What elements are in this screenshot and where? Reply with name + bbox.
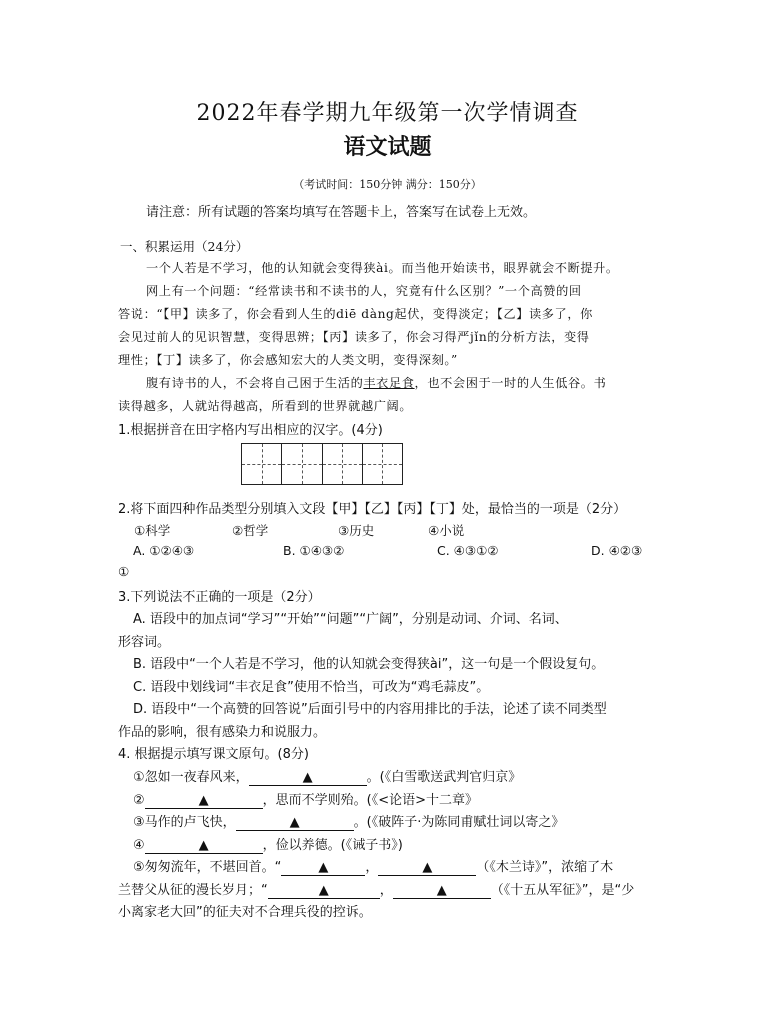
line-text: ，俭以养德。(《诫子书》) [262,838,403,853]
passage-line: 会见过前人的见识智慧，变得思辨；【丙】读多了，你会习得严jǐn的分析方法，变得 [118,330,590,344]
underlined-phrase: 丰衣足食 [363,376,415,390]
passage-text: 腹有诗书的人，不会将自己困于生活的 [146,376,364,390]
passage-text: ，也不会困于一时的人生低谷。书 [414,376,607,390]
passage-line: 读得越多，人就站得越高，所看到的世界就越广阔。 [118,399,413,413]
grid-cell[interactable] [242,444,282,484]
grid-cell[interactable] [282,444,322,484]
type-item: ④小说 [428,523,465,538]
recitation-line-2 [133,789,478,809]
question-3: 3.下列说法不正确的一项是（2分） [118,590,321,605]
line-text: 。(《破阵子·为陈同甫赋壮词以寄之》 [353,815,565,830]
line-text: ③马作的卢飞快， [133,815,236,830]
line-text: （《十五从军征》”，是“少 [490,883,635,898]
line-text: ⑤匆匆流年，不堪回首。“ [133,860,282,875]
grid-cell[interactable] [363,444,402,484]
section-heading: 一、积累运用（24分） [120,239,249,254]
answer-blank[interactable]: ▲ [268,884,380,899]
option-a[interactable]: A. 语段中的加点词“学习”“开始”“问题”“广阔”，分别是动词、介词、名词、 [133,612,568,627]
type-item: ②哲学 [232,523,269,538]
passage-line [146,374,606,391]
answer-blank[interactable]: ▲ [145,839,263,854]
option-b[interactable]: B. ①④③② [283,543,345,558]
line-text: ④ [133,838,145,853]
grid-cell[interactable] [323,444,363,484]
option-d-wrap: 作品的影响，很有感染力和说服力。 [118,725,327,740]
option-a-wrap: 形容词。 [118,635,171,650]
passage-line: 网上有一个问题：“经常读书和不读书的人，究竟有什么区别？”一个高赞的回 [146,284,582,298]
answer-blank[interactable]: ▲ [378,861,476,876]
type-item: ①科学 [134,523,171,538]
option-d[interactable]: D. ④②③ [591,543,643,558]
exam-info: （考试时间：150分钟 满分：150分） [293,178,482,191]
recitation-line-3 [133,811,564,831]
writing-grid[interactable] [241,443,403,485]
option-d-wrap: ① [118,564,130,579]
subject-title: 语文试题 [343,135,432,160]
passage-line: 一个人若是不学习，他的认知就会变得狭ài。而当他开始读书，眼界就会不断提升。 [146,261,619,275]
recitation-line-1 [133,766,521,786]
type-item: ③历史 [338,523,375,538]
option-b[interactable]: B. 语段中“一个人若是不学习，他的认知就会变得狭ài”，这一句是一个假设复句。 [133,657,605,672]
exam-title: 2022年春学期九年级第一次学情调查 [196,101,579,126]
question-1: 1.根据拼音在田字格内写出相应的汉字。(4分) [118,423,383,438]
passage-line: 理性；【丁】读多了，你会感知宏大的人类文明，变得深刻。” [118,353,458,367]
line-text: ，思而不学则殆。(《<论语>十二章》 [262,793,479,808]
question-4: 4. 根据提示填写课文原句。(8分) [118,747,309,762]
answer-blank[interactable]: ▲ [393,884,491,899]
line-text: ①忽如一夜春风来， [133,770,249,785]
answer-blank[interactable]: ▲ [281,861,365,876]
option-c[interactable]: C. ④③①② [437,543,499,558]
option-d[interactable]: D. 语段中“一个高赞的回答说”后面引号中的内容用排比的手法，论述了读不同类型 [133,702,607,717]
passage-line: 答说：“【甲】读多了，你会看到人生的diē dàng起伏，变得淡定；【乙】读多了，你 [118,307,593,321]
line-text: ， [379,883,393,898]
question-2: 2.将下面四种作品类型分别填入文段【甲】【乙】【丙】【丁】处，最恰当的一项是（2分） [118,502,627,517]
recitation-line-5 [133,856,613,876]
notice: 请注意：所有试题的答案均填写在答题卡上，答案写在试卷上无效。 [146,205,537,220]
recitation-line-7: 小离家老大回”的征夫对不合理兵役的控诉。 [118,905,372,920]
answer-blank[interactable]: ▲ [145,794,263,809]
line-text: ， [365,860,379,875]
line-text: 兰替父从征的漫长岁月；“ [118,883,268,898]
option-c[interactable]: C. 语段中划线词“丰衣足食”使用不恰当，可改为“鸡毛蒜皮”。 [133,680,490,695]
option-a[interactable]: A. ①②④③ [133,543,195,558]
recitation-line-6 [118,879,634,899]
line-text: （《木兰诗》”，浓缩了木 [476,860,614,875]
recitation-line-4 [133,834,403,854]
line-text: 。(《白雪歌送武判官归京》 [366,770,522,785]
answer-blank[interactable]: ▲ [249,771,367,786]
answer-blank[interactable]: ▲ [236,816,354,831]
line-text: ② [133,793,145,808]
